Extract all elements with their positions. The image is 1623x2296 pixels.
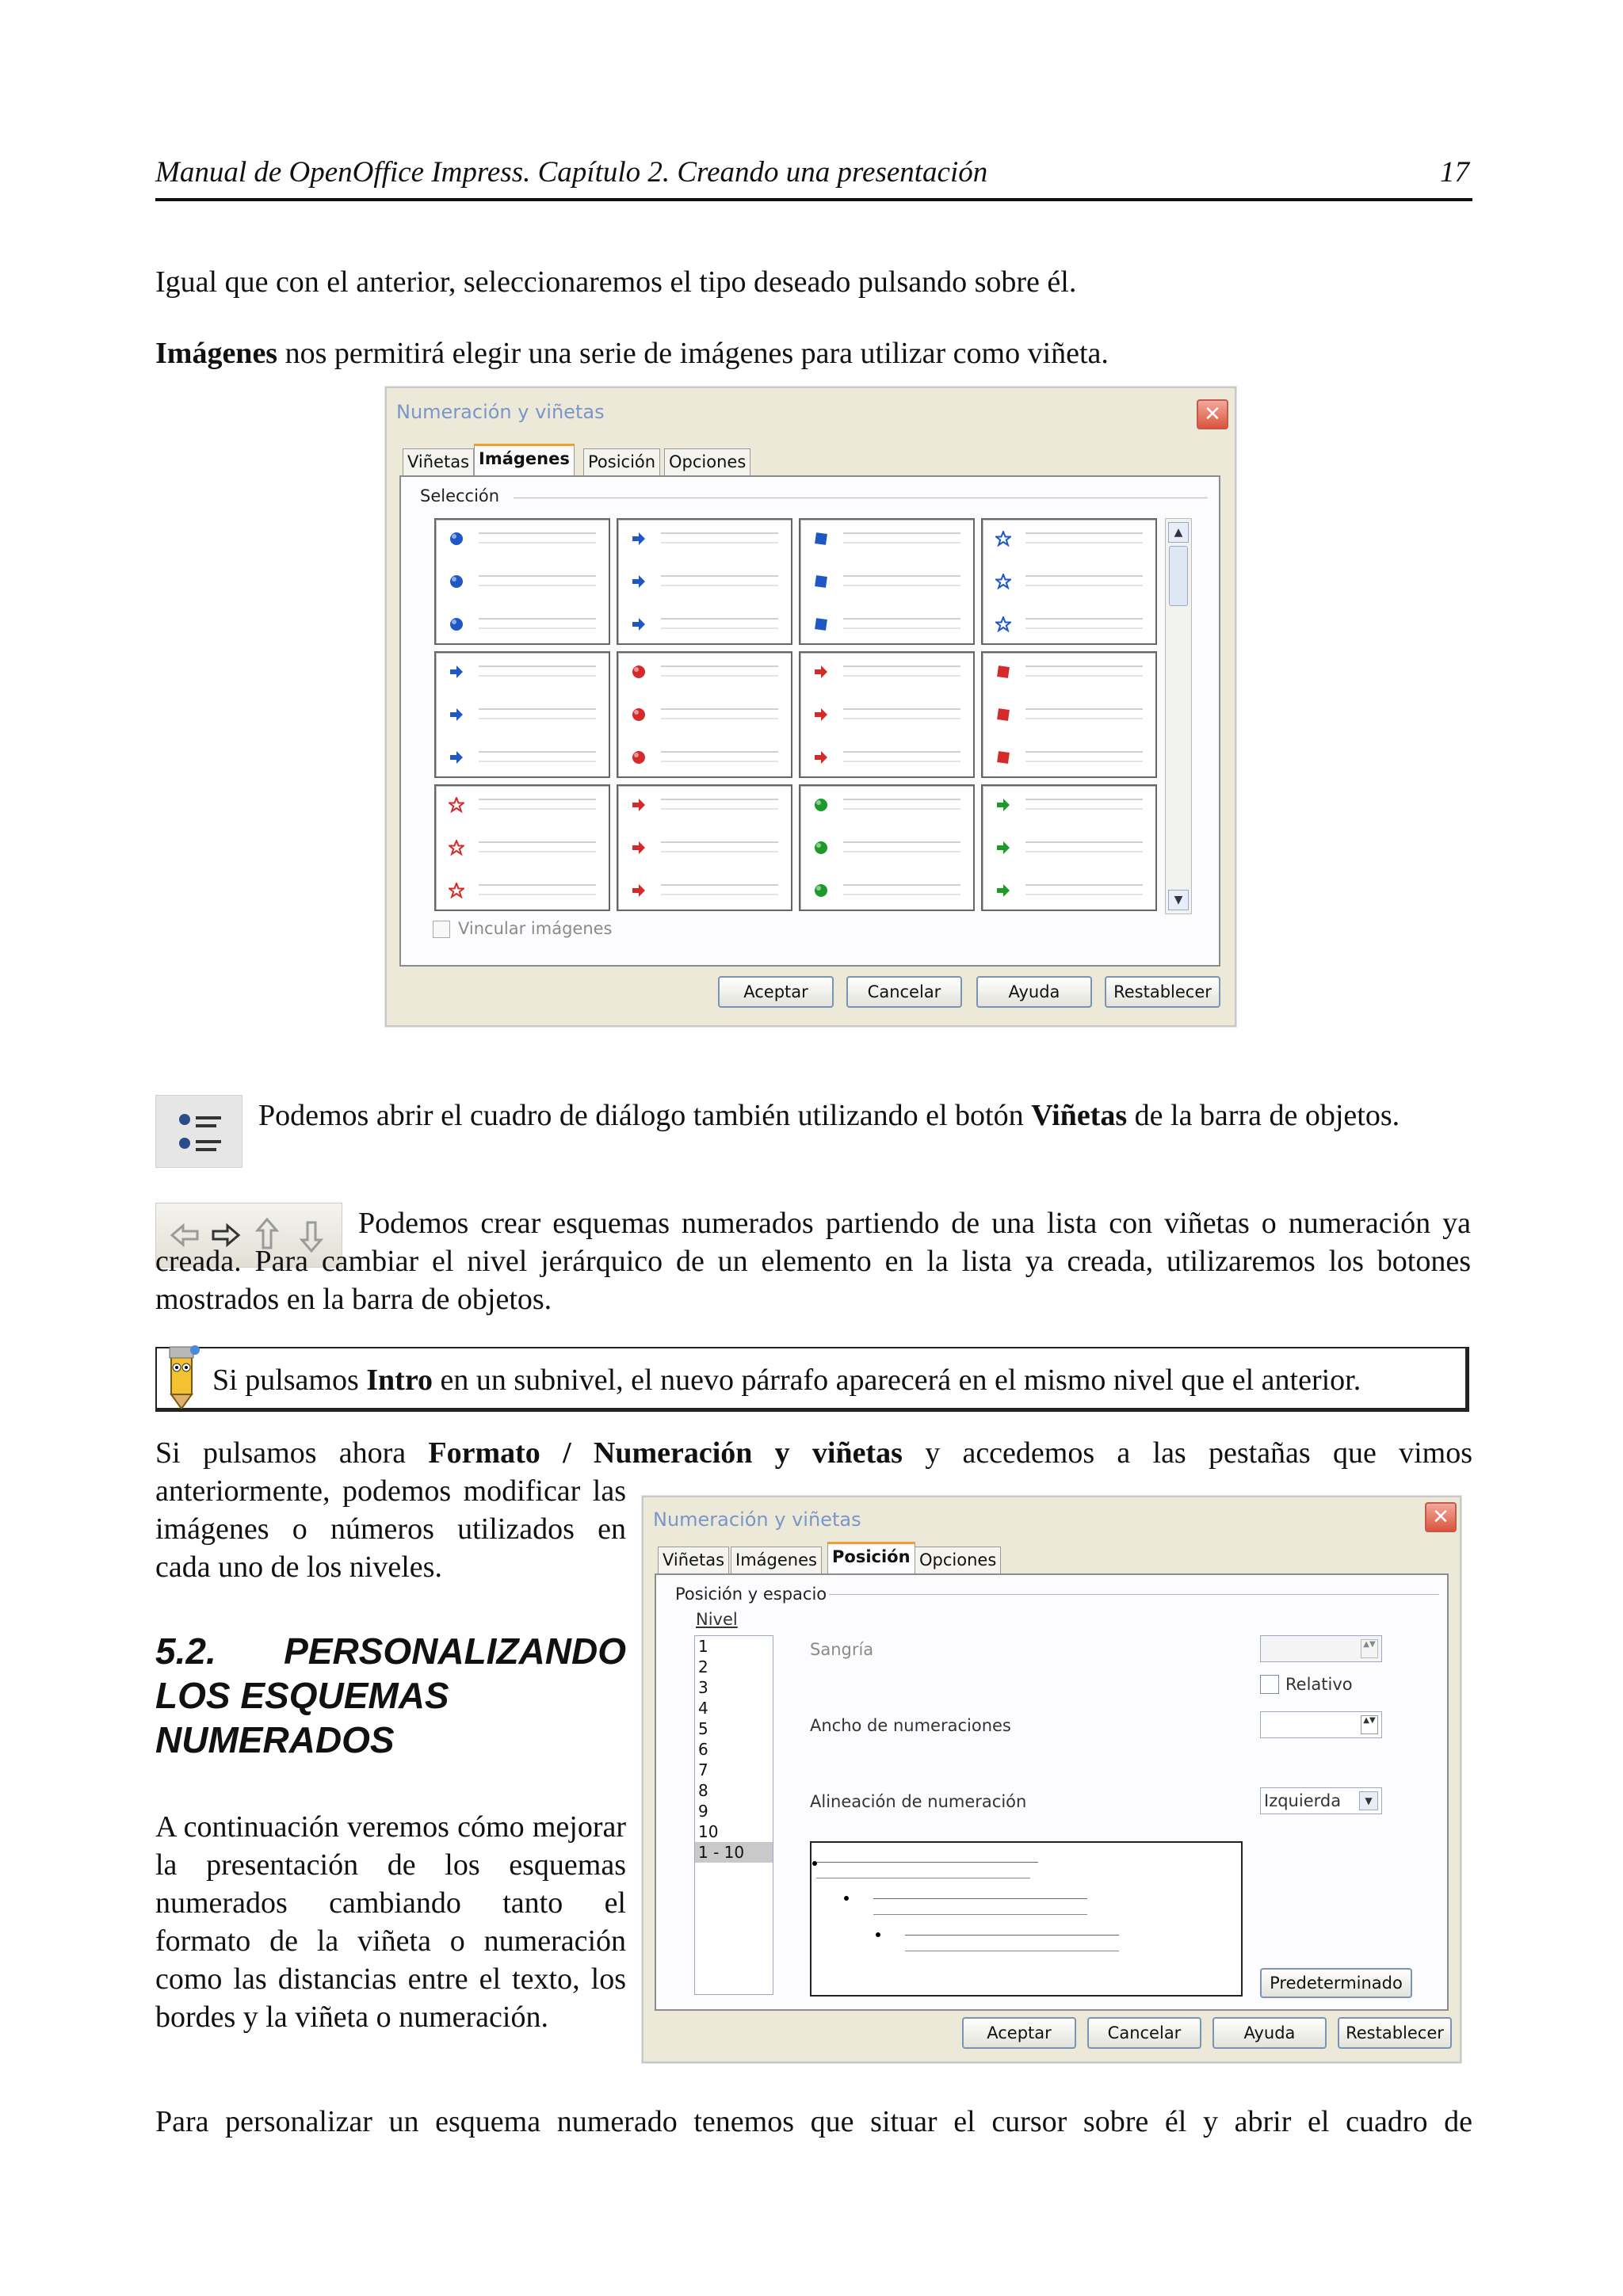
placeholder-line — [843, 666, 960, 667]
bullet-option[interactable] — [434, 784, 610, 911]
tab-imagenes[interactable]: Imágenes — [731, 1547, 822, 1573]
bold-term: Intro — [366, 1363, 433, 1397]
red-star-icon — [449, 840, 464, 856]
list-bullets-icon — [156, 1096, 243, 1169]
placeholder-line — [1025, 851, 1143, 852]
cancel-button[interactable]: Cancelar — [846, 976, 962, 1008]
ancho-field[interactable] — [1260, 1711, 1382, 1738]
section-title: PERSONALIZANDO — [284, 1630, 626, 1672]
dialog-title: Numeración y viñetas — [396, 401, 605, 423]
red-arrow-icon — [631, 797, 647, 813]
placeholder-line — [479, 751, 596, 753]
placeholder-line — [843, 618, 960, 620]
section-title: LOS ESQUEMAS — [155, 1675, 449, 1716]
checkbox-label-vincular: Vincular imágenes — [458, 919, 613, 938]
bold-term: Imágenes — [155, 337, 278, 370]
header-rule — [155, 198, 1472, 201]
blue-star-icon — [995, 574, 1011, 589]
placeholder-line — [1025, 675, 1143, 677]
dialog-numeracion-posicion — [642, 1496, 1461, 2063]
bullet-option[interactable] — [617, 651, 792, 778]
paragraph-imagenes — [155, 334, 1472, 372]
tab-opciones[interactable]: Opciones — [915, 1547, 1001, 1573]
placeholder-line — [479, 884, 596, 886]
placeholder-line — [661, 751, 778, 753]
placeholder-line — [479, 542, 596, 543]
tip-callout — [155, 1347, 1469, 1412]
alineacion-label: Alineación de numeración — [810, 1792, 1027, 1811]
placeholder-line — [661, 894, 778, 895]
red-circle-icon — [631, 707, 647, 723]
placeholder-line — [1025, 627, 1143, 629]
placeholder-line — [661, 718, 778, 719]
level-list-item[interactable]: 8 — [698, 1781, 708, 1800]
level-list-item[interactable]: 10 — [698, 1822, 719, 1841]
bullets-toolbar-button — [155, 1095, 242, 1168]
level-list-item[interactable]: 4 — [698, 1699, 708, 1718]
placeholder-line — [843, 627, 960, 629]
placeholder-line — [661, 884, 778, 886]
heading-line-1 — [155, 1629, 626, 1673]
placeholder-line — [479, 761, 596, 762]
predeterminado-button[interactable]: Predeterminado — [1260, 1968, 1412, 1998]
sangria-field[interactable] — [1260, 1635, 1382, 1662]
blue-square-icon — [813, 531, 829, 547]
dialog-numeracion-imagenes — [385, 387, 1236, 1027]
placeholder-line — [1025, 585, 1143, 586]
placeholder-line — [843, 761, 960, 762]
page-number: 17 — [1440, 156, 1469, 189]
placeholder-line — [479, 718, 596, 719]
tip-text — [212, 1361, 1361, 1399]
help-button[interactable]: Ayuda — [976, 976, 1092, 1008]
blue-square-icon — [813, 616, 829, 632]
text-part: Si pulsamos ahora — [155, 1436, 429, 1470]
blue-arrow-icon — [631, 616, 647, 632]
green-circle-icon — [813, 883, 829, 898]
placeholder-line — [843, 884, 960, 886]
paragraph-formato-cont: anteriormente, podemos modificar las imágenes o números utilizados en cada uno de los niveles. — [155, 1474, 626, 1584]
scroll-down-icon[interactable]: ▼ — [1168, 890, 1189, 910]
blue-arrow-icon — [631, 531, 647, 547]
blue-arrow-icon — [449, 707, 464, 723]
green-circle-icon — [813, 840, 829, 856]
scroll-up-icon[interactable]: ▲ — [1168, 522, 1189, 543]
red-circle-icon — [631, 664, 647, 680]
level-list-item[interactable]: 9 — [698, 1802, 708, 1821]
text-part: Podemos abrir el cuadro de diálogo también utilizando el botón — [258, 1099, 1032, 1132]
relativo-label: Relativo — [1285, 1675, 1353, 1694]
bullet-option[interactable] — [617, 518, 792, 645]
placeholder-line — [661, 761, 778, 762]
bullet-option[interactable] — [799, 518, 975, 645]
blue-star-icon — [995, 531, 1011, 547]
section-title: NUMERADOS — [155, 1719, 395, 1760]
placeholder-line — [661, 675, 778, 677]
placeholder-line — [661, 851, 778, 852]
close-icon[interactable]: ✕ — [1425, 1502, 1457, 1532]
bullet-option[interactable] — [981, 518, 1157, 645]
level-list-item[interactable]: 7 — [698, 1760, 708, 1779]
blue-circle-icon — [449, 616, 464, 632]
blue-arrow-icon — [449, 664, 464, 680]
reset-button[interactable]: Restablecer — [1338, 2017, 1452, 2049]
placeholder-line — [479, 575, 596, 577]
bullet-option[interactable] — [617, 784, 792, 911]
bullet-option[interactable] — [434, 518, 610, 645]
paragraph-continuacion: A continuación veremos cómo mejorar la presentación de los esquemas numerados cambiando tanto el formato de la viñeta o numeración como las distancias entre el texto, los bordes y la viñeta o numeración. — [155, 1810, 626, 2034]
level-list-item[interactable]: 1 — [698, 1637, 708, 1656]
placeholder-line — [843, 675, 960, 677]
paragraph-personalizar: Para personalizar un esquema numerado tenemos que situar el cursor sobre él y abrir el cuadro de — [155, 2105, 1472, 2138]
placeholder-line — [843, 851, 960, 852]
green-arrow-icon — [995, 840, 1011, 856]
chevron-down-icon[interactable]: ▼ — [1359, 1791, 1378, 1810]
placeholder-line — [479, 708, 596, 710]
bullet-option[interactable] — [799, 784, 975, 911]
bold-term: Viñetas — [1031, 1099, 1128, 1132]
blue-arrow-icon — [631, 574, 647, 589]
placeholder-line — [1025, 841, 1143, 843]
placeholder-line — [661, 708, 778, 710]
placeholder-line — [1025, 894, 1143, 895]
preview-box — [810, 1841, 1243, 1997]
placeholder-line — [479, 675, 596, 677]
red-arrow-icon — [813, 749, 829, 765]
text-part: de la barra de objetos. — [1127, 1099, 1400, 1132]
bullet-option[interactable] — [434, 651, 610, 778]
help-button[interactable]: Ayuda — [1212, 2017, 1327, 2049]
paragraph-esquemas: Podemos crear esquemas numerados partiendo de una lista con viñetas o numeración ya creada. Para cambiar el nivel jerárquico de un elemento en la lista ya creada, utilizaremos los botones mostrados en la barra de objetos. — [155, 1207, 1471, 1316]
placeholder-line — [661, 542, 778, 543]
level-list-item[interactable]: 5 — [698, 1719, 708, 1738]
placeholder-line — [479, 799, 596, 800]
alineacion-select[interactable] — [1260, 1787, 1382, 1814]
group-label-posicion: Posición y espacio — [675, 1585, 827, 1604]
bullet-option[interactable] — [799, 651, 975, 778]
text-part: en un subnivel, el nuevo párrafo aparecerá en el mismo nivel que el anterior. — [433, 1363, 1361, 1397]
placeholder-line — [1025, 618, 1143, 620]
scrollbar[interactable] — [1165, 518, 1192, 914]
preview-lines — [812, 1843, 1244, 1998]
placeholder-line — [479, 894, 596, 895]
placeholder-line — [843, 718, 960, 719]
placeholder-line — [843, 799, 960, 800]
spin-icon[interactable]: ▲▼ — [1361, 1715, 1378, 1734]
ancho-label: Ancho de numeraciones — [810, 1716, 1011, 1735]
bullet-option[interactable] — [981, 784, 1157, 911]
level-list[interactable] — [694, 1635, 773, 1995]
red-arrow-icon — [631, 840, 647, 856]
paragraph-formato — [155, 1434, 1472, 1472]
placeholder-line — [661, 618, 778, 620]
close-icon[interactable]: ✕ — [1197, 399, 1228, 429]
running-header-title: Manual de OpenOffice Impress. Capítulo 2. Creando una presentación — [155, 156, 988, 189]
tab-vinetas[interactable]: Viñetas — [658, 1547, 729, 1573]
spin-icon[interactable]: ▲▼ — [1361, 1639, 1378, 1658]
placeholder-line — [479, 666, 596, 667]
placeholder-line — [843, 542, 960, 543]
placeholder-line — [661, 799, 778, 800]
placeholder-line — [661, 627, 778, 629]
paragraph-vinetas-button — [258, 1097, 1471, 1135]
placeholder-line — [1025, 718, 1143, 719]
placeholder-line — [1025, 808, 1143, 810]
tab-posicion[interactable]: Posición — [583, 448, 660, 475]
placeholder-line — [661, 575, 778, 577]
placeholder-line — [661, 841, 778, 843]
red-circle-icon — [631, 749, 647, 765]
cancel-button[interactable]: Cancelar — [1087, 2017, 1201, 2049]
accept-button[interactable]: Aceptar — [962, 2017, 1076, 2049]
level-list-item[interactable]: 3 — [698, 1678, 708, 1697]
level-list-item[interactable]: 6 — [698, 1740, 708, 1759]
placeholder-line — [1025, 799, 1143, 800]
checkbox-relativo[interactable] — [1260, 1675, 1279, 1694]
placeholder-line — [1025, 666, 1143, 667]
group-label-seleccion: Selección — [420, 486, 500, 505]
level-label: Nivel — [696, 1610, 738, 1629]
red-square-icon — [995, 749, 1011, 765]
blue-circle-icon — [449, 574, 464, 589]
placeholder-line — [843, 585, 960, 586]
placeholder-line — [843, 841, 960, 843]
placeholder-line — [661, 585, 778, 586]
red-arrow-icon — [813, 707, 829, 723]
placeholder-line — [843, 751, 960, 753]
placeholder-line — [1025, 751, 1143, 753]
pencil-mascot-icon — [160, 1342, 204, 1409]
paragraph-text: nos permitirá elegir una serie de imágenes para utilizar como viñeta. — [277, 337, 1109, 370]
placeholder-line — [1025, 884, 1143, 886]
placeholder-line — [843, 532, 960, 534]
placeholder-line — [479, 585, 596, 586]
text-part: y accedemos a las pestañas que vimos — [902, 1436, 1472, 1470]
bold-term: Numeración y viñetas — [593, 1436, 903, 1470]
placeholder-line — [479, 851, 596, 852]
placeholder-line — [1025, 542, 1143, 543]
placeholder-line — [843, 808, 960, 810]
bullet-image-grid — [434, 518, 1163, 914]
dialog-title: Numeración y viñetas — [653, 1508, 861, 1531]
placeholder-line — [479, 808, 596, 810]
level-list-item[interactable]: 1 - 10 — [695, 1842, 773, 1863]
red-square-icon — [995, 707, 1011, 723]
bold-separator: / — [540, 1436, 594, 1470]
bullet-option[interactable] — [981, 651, 1157, 778]
placeholder-line — [1025, 532, 1143, 534]
level-list-item[interactable]: 2 — [698, 1657, 708, 1676]
placeholder-line — [661, 808, 778, 810]
green-arrow-icon — [995, 797, 1011, 813]
placeholder-line — [1025, 708, 1143, 710]
placeholder-line — [843, 575, 960, 577]
blue-square-icon — [813, 574, 829, 589]
section-heading — [155, 1629, 626, 1762]
reset-button[interactable]: Restablecer — [1105, 976, 1220, 1008]
placeholder-line — [661, 666, 778, 667]
green-arrow-icon — [995, 883, 1011, 898]
placeholder-line — [479, 532, 596, 534]
tab-imagenes[interactable]: Imágenes — [474, 444, 575, 475]
blue-circle-icon — [449, 531, 464, 547]
tab-vinetas[interactable]: Viñetas — [403, 448, 474, 475]
red-arrow-icon — [631, 883, 647, 898]
placeholder-line — [479, 841, 596, 843]
text-part: Si pulsamos — [212, 1363, 367, 1397]
red-star-icon — [449, 883, 464, 898]
placeholder-line — [661, 532, 778, 534]
green-circle-icon — [813, 797, 829, 813]
select-value: Izquierda — [1264, 1791, 1342, 1810]
placeholder-line — [1025, 575, 1143, 577]
placeholder-line — [479, 618, 596, 620]
paragraph-intro: Igual que con el anterior, seleccionaremos el tipo deseado pulsando sobre él. — [155, 265, 1077, 299]
red-arrow-icon — [813, 664, 829, 680]
placeholder-line — [479, 627, 596, 629]
checkbox-vincular[interactable] — [433, 921, 450, 938]
placeholder-line — [843, 708, 960, 710]
bold-term: Formato — [428, 1436, 540, 1470]
tab-opciones[interactable]: Opciones — [664, 448, 750, 475]
red-square-icon — [995, 664, 1011, 680]
section-number: 5.2. — [155, 1630, 216, 1672]
group-line — [829, 1594, 1439, 1595]
accept-button[interactable]: Aceptar — [718, 976, 834, 1008]
red-star-icon — [449, 797, 464, 813]
sangria-label: Sangría — [810, 1640, 874, 1659]
blue-arrow-icon — [449, 749, 464, 765]
blue-star-icon — [995, 616, 1011, 632]
tab-posicion[interactable]: Posición — [827, 1542, 915, 1573]
scroll-thumb[interactable] — [1169, 546, 1188, 606]
placeholder-line — [843, 894, 960, 895]
placeholder-line — [1025, 761, 1143, 762]
